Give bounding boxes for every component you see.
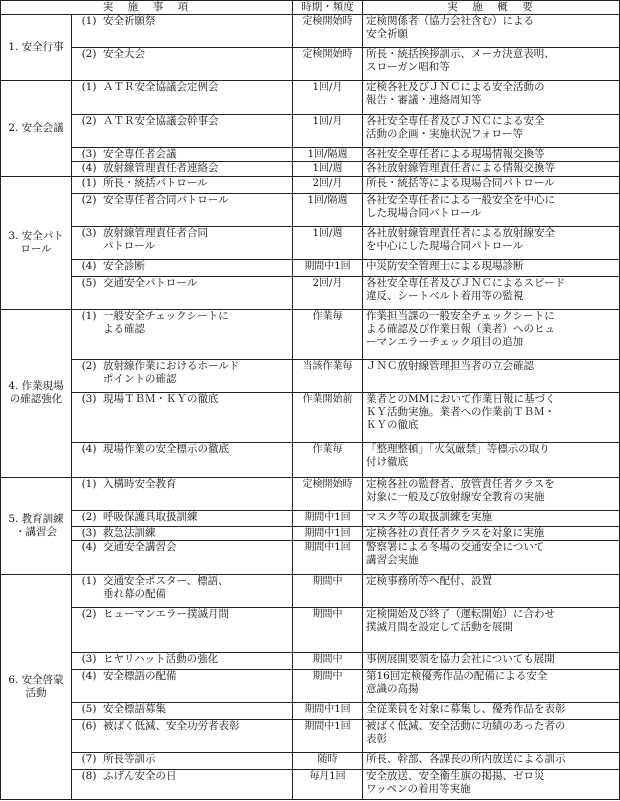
item-number: (1) <box>81 477 97 490</box>
item-cell <box>72 162 293 177</box>
item-number: (4) <box>81 162 97 175</box>
item-number: (2) <box>81 114 97 127</box>
item-cell <box>72 511 293 527</box>
item-frequency: 定検開始時 <box>293 477 363 510</box>
item-description-cell <box>363 193 620 226</box>
item-cell <box>72 81 293 114</box>
item-description: 安全放送、安全衛生旗の掲揚、ゼロ災 ワッペンの着用等実施 <box>366 769 545 795</box>
item-frequency: 1回/週 <box>293 162 363 177</box>
table-row <box>1 392 620 442</box>
table-row <box>1 769 620 799</box>
item-frequency: 1回/月 <box>293 114 363 147</box>
item-description: 中災防安全管理士による現場診断 <box>366 259 524 272</box>
table-row <box>1 607 620 653</box>
item-cell <box>72 392 293 442</box>
header-desc: 実 施 概 要 <box>363 1 620 15</box>
item-title: ヒヤリハット活動の強化 <box>103 653 219 666</box>
item-number: (2) <box>81 359 97 372</box>
category-label <box>1 176 72 309</box>
item-frequency: 1回/隔週 <box>293 193 363 226</box>
item-cell <box>72 48 293 81</box>
item-cell <box>72 359 293 392</box>
category-text: 2. 安全会議 <box>8 122 64 135</box>
item-cell <box>72 442 293 477</box>
item-description: 定検各社及びＪＮＣによる安全活動の 報告・審議・連絡周知等 <box>366 81 545 107</box>
item-number: (4) <box>81 259 97 272</box>
item-description-cell <box>363 511 620 527</box>
table-row <box>1 442 620 477</box>
item-description-cell <box>363 147 620 162</box>
item-description-cell <box>363 81 620 114</box>
item-title: 呼吸保護具取扱訓練 <box>103 511 198 524</box>
item-description: 定検関係者（協力会社含む）による 安全祈願 <box>366 15 534 40</box>
item-frequency: 定検開始時 <box>293 15 363 48</box>
item-frequency: 期間中1回 <box>293 719 363 752</box>
table-row <box>1 309 620 359</box>
table-row <box>1 114 620 147</box>
item-number: (5) <box>81 276 97 289</box>
item-number: (1) <box>81 574 97 587</box>
item-description-cell <box>363 703 620 720</box>
item-description: 定検各社の責任者クラスを対象に実施 <box>366 526 545 539</box>
item-description: 各社放射線管理責任者による放射線安全 を中心にした現場合同パトロール <box>366 226 555 252</box>
item-frequency: 2回/月 <box>293 176 363 193</box>
item-cell <box>72 526 293 541</box>
item-title: 救急法訓練 <box>103 526 156 539</box>
item-description-cell <box>363 541 620 574</box>
item-title: 安全大会 <box>103 48 145 61</box>
item-title: 安全診断 <box>103 259 145 272</box>
item-frequency: 期間中1回 <box>293 541 363 574</box>
item-title: 安全専任者合同パトロール <box>103 193 229 206</box>
item-description-cell <box>363 607 620 653</box>
item-number: (2) <box>81 193 97 206</box>
item-cell <box>72 477 293 510</box>
item-description-cell <box>363 276 620 309</box>
table-row <box>1 526 620 541</box>
item-number: (2) <box>81 607 97 620</box>
item-description: 「整理整頓」「火気厳禁」等標示の取り 付け徹底 <box>366 442 550 468</box>
item-description-cell <box>363 15 620 48</box>
item-description: 定検各社の監督者、放管責任者クラスを 対象に一般及び放射線安全教育の実施 <box>366 477 555 503</box>
item-cell <box>72 226 293 259</box>
item-description-cell <box>363 719 620 752</box>
item-frequency: 期間中1回 <box>293 511 363 527</box>
item-title: 現場作業の安全標示の徹底 <box>103 442 229 455</box>
item-description-cell <box>363 753 620 770</box>
table-row <box>1 511 620 527</box>
item-frequency: 随時 <box>293 753 363 770</box>
category-label <box>1 81 72 177</box>
category-text: 3. 安全パト ロール <box>8 229 64 255</box>
item-description: マスク等の取扱訓練を実施 <box>366 511 492 524</box>
item-frequency: 期間中1回 <box>293 703 363 720</box>
item-frequency: 期間中 <box>293 607 363 653</box>
item-frequency: 1回/月 <box>293 81 363 114</box>
item-description: 第16回定検優秀作品の配備による安全 意識の高揚 <box>366 670 548 696</box>
item-description-cell <box>363 670 620 703</box>
item-title: 所長・統括パトロール <box>103 176 208 189</box>
item-number: (4) <box>81 442 97 455</box>
table-row <box>1 703 620 720</box>
item-number: (1) <box>81 309 97 322</box>
item-number: (3) <box>81 147 97 160</box>
item-description: 被ばく低減、安全活動に功績のあった者の 表彰 <box>366 719 566 745</box>
item-number: (1) <box>81 176 97 189</box>
table-row <box>1 541 620 574</box>
item-cell <box>72 193 293 226</box>
item-cell <box>72 607 293 653</box>
item-cell <box>72 15 293 48</box>
item-description-cell <box>363 359 620 392</box>
item-cell <box>72 114 293 147</box>
item-description: 事例展開要領を協力会社についても展開 <box>366 653 555 666</box>
table-row <box>1 574 620 607</box>
item-description: ＪＮＣ放射線管理担当者の立会確認 <box>366 359 534 372</box>
table-row <box>1 193 620 226</box>
item-description: 各社安全専任者及びＪＮＣによる安全 活動の企画・実施状況フォロー等 <box>366 114 545 140</box>
item-description-cell <box>363 162 620 177</box>
item-cell <box>72 541 293 574</box>
table-row <box>1 48 620 81</box>
item-frequency: 期間中 <box>293 574 363 607</box>
table-row <box>1 670 620 703</box>
item-cell <box>72 753 293 770</box>
category-label <box>1 574 72 799</box>
header-row <box>1 1 620 15</box>
item-title: 交通安全ポスター、標語、 垂れ幕の配備 <box>103 574 229 600</box>
category-text: 1. 安全行事 <box>8 41 64 54</box>
table-row <box>1 477 620 510</box>
table-row <box>1 176 620 193</box>
item-description-cell <box>363 259 620 276</box>
item-frequency: 定検開始時 <box>293 48 363 81</box>
item-cell <box>72 719 293 752</box>
item-cell <box>72 276 293 309</box>
item-frequency: 1回/週 <box>293 226 363 259</box>
header-item: 実 施 事 項 <box>1 1 293 15</box>
table-row <box>1 359 620 392</box>
item-title: ＡＴＲ安全協議会定例会 <box>103 81 219 94</box>
item-description-cell <box>363 48 620 81</box>
item-frequency: 期間中1回 <box>293 526 363 541</box>
item-title: 一般安全チェックシートに よる確認 <box>103 309 229 335</box>
item-title: 放射線作業におけるホールド ポイントの確認 <box>103 359 240 385</box>
item-cell <box>72 670 293 703</box>
item-frequency: 期間中 <box>293 653 363 670</box>
item-number: (4) <box>81 670 97 683</box>
item-number: (3) <box>81 392 97 405</box>
item-number: (3) <box>81 653 97 666</box>
category-text: 4. 作業現場 の確認強化 <box>8 380 64 406</box>
item-frequency: 作業毎 <box>293 442 363 477</box>
item-title: 安全標語募集 <box>103 703 166 716</box>
item-title: 交通安全パトロール <box>103 276 198 289</box>
item-number: (2) <box>81 48 97 61</box>
item-title: 被ばく低減、安全功労者表彰 <box>103 719 240 732</box>
item-description-cell <box>363 442 620 477</box>
item-cell <box>72 703 293 720</box>
item-number: (5) <box>81 703 97 716</box>
item-number: (4) <box>81 541 97 554</box>
item-cell <box>72 147 293 162</box>
item-description: 業者とのMMにおいて作業日報に基づく ＫＹ活動実施。業者への作業前ＴＢＭ・ ＫＹの徹底 <box>366 392 556 431</box>
item-description-cell <box>363 526 620 541</box>
item-description: 各社放射線管理責任者による情報交換等 <box>366 162 555 175</box>
item-frequency: 作業開始前 <box>293 392 363 442</box>
item-number: (1) <box>81 81 97 94</box>
item-number: (2) <box>81 511 97 524</box>
item-number: (6) <box>81 719 97 732</box>
item-description: 作業担当課の一般安全チェックシートに よる確認及び作業日報（業者）へのヒュ ーマンエラーチェック項目の追加 <box>366 309 555 348</box>
item-title: ＡＴＲ安全協議会幹事会 <box>103 114 219 127</box>
item-title: 安全標語の配備 <box>103 670 177 683</box>
table-row <box>1 15 620 48</box>
item-description-cell <box>363 226 620 259</box>
item-title: 所長等訓示 <box>103 753 156 766</box>
table-row <box>1 753 620 770</box>
item-description: 各社安全専任者及びＪＮＣによるスピード 違反、シートベルト着用等の監視 <box>366 276 566 302</box>
item-description-cell <box>363 574 620 607</box>
item-frequency: 毎月1回 <box>293 769 363 799</box>
item-cell <box>72 259 293 276</box>
item-description: 各社安全専任者による現場情報交換等 <box>366 147 545 160</box>
item-description-cell <box>363 114 620 147</box>
item-title: 現場ＴＢＭ・ＫＹの徹底 <box>103 392 219 405</box>
item-title: ふげん安全の日 <box>103 769 177 782</box>
item-number: (3) <box>81 226 97 239</box>
category-text: 6. 安全啓蒙 活動 <box>8 673 64 699</box>
item-frequency: 1回/隔週 <box>293 147 363 162</box>
table-row <box>1 259 620 276</box>
item-number: (3) <box>81 526 97 539</box>
item-description-cell <box>363 392 620 442</box>
item-description: 定検開始及び終了（運転開始）に合わせ 撲滅月間を設定して活動を展開 <box>366 607 555 633</box>
table-row <box>1 81 620 114</box>
table-row <box>1 276 620 309</box>
category-label <box>1 15 72 81</box>
item-title: 安全祈願祭 <box>103 15 156 27</box>
item-description: 定検事務所等へ配付、設置 <box>366 574 492 587</box>
item-description: 全従業員を対象に募集し、優秀作品を表彰 <box>366 703 566 716</box>
item-description: 所長、幹部、各課長の所内放送による訓示 <box>366 753 566 766</box>
table-row <box>1 226 620 259</box>
item-cell <box>72 653 293 670</box>
item-title: 入構時安全教育 <box>103 477 177 490</box>
item-description: 所長・統括等による現場合同パトロール <box>366 176 555 189</box>
item-number: (8) <box>81 769 97 782</box>
table-body <box>1 15 620 800</box>
item-title: 放射線管理責任者合同 パトロール <box>103 226 208 252</box>
category-label <box>1 477 72 574</box>
table-row <box>1 653 620 670</box>
item-cell <box>72 309 293 359</box>
item-description: 警察署による冬場の交通安全について 講習会実施 <box>366 541 545 567</box>
item-description-cell <box>363 176 620 193</box>
item-cell <box>72 769 293 799</box>
item-frequency: 2回/月 <box>293 276 363 309</box>
item-cell <box>72 176 293 193</box>
category-label <box>1 309 72 477</box>
item-title: ヒューマンエラー撲滅月間 <box>103 607 229 620</box>
item-frequency: 期間中 <box>293 670 363 703</box>
item-frequency: 当該作業毎 <box>293 359 363 392</box>
table-row <box>1 719 620 752</box>
table-row <box>1 147 620 162</box>
item-frequency: 期間中1回 <box>293 259 363 276</box>
item-description-cell <box>363 309 620 359</box>
header-freq: 時期・頻度 <box>293 1 363 15</box>
category-text: 5. 教育訓練 ・講習会 <box>8 512 64 538</box>
item-frequency: 作業毎 <box>293 309 363 359</box>
item-number: (7) <box>81 753 97 766</box>
item-title: 放射線管理責任者連絡会 <box>103 162 219 175</box>
item-description-cell <box>363 769 620 799</box>
item-description: 所長・統括挨拶訓示、メーカ決意表明、 スローガン唱和等 <box>366 48 555 74</box>
item-number: (1) <box>81 15 97 27</box>
item-title: 交通安全講習会 <box>103 541 177 554</box>
table-row <box>1 162 620 177</box>
item-description: 各社安全専任者による一般安全を中心に した現場合同パトロール <box>366 193 555 219</box>
item-description-cell <box>363 477 620 510</box>
item-cell <box>72 574 293 607</box>
item-description-cell <box>363 653 620 670</box>
item-title: 安全専任者会議 <box>103 147 177 160</box>
